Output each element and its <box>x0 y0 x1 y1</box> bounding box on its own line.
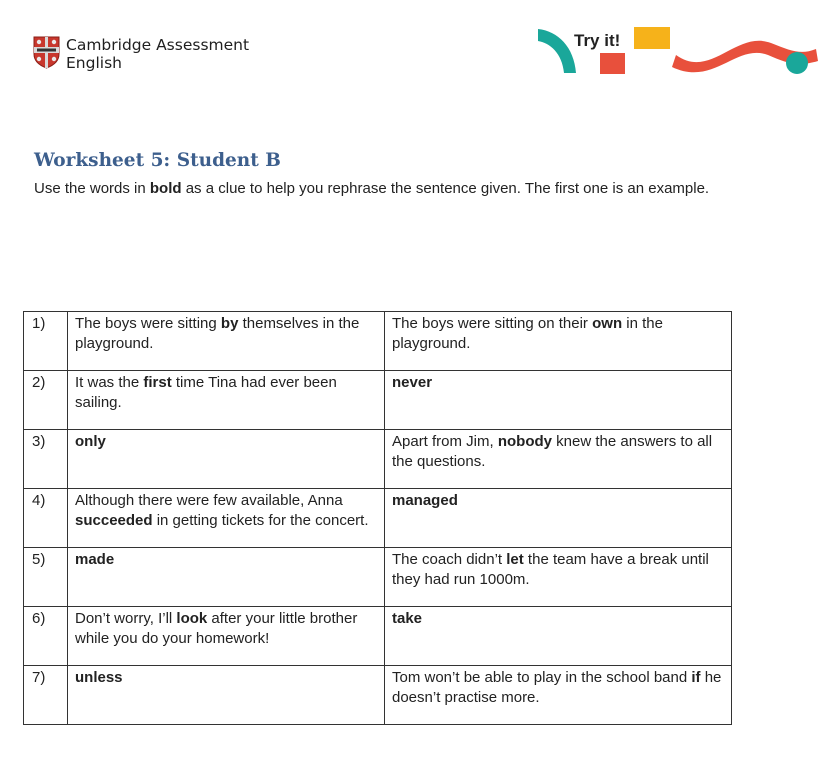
rephrase-cell <box>385 430 732 489</box>
table-row <box>24 666 732 725</box>
sentence-text: Although there were few available, Anna <box>75 492 343 509</box>
clue-word: only <box>75 433 106 450</box>
clue-word: made <box>75 551 115 568</box>
item-number: 7) <box>24 666 68 725</box>
sentence-cell <box>68 312 385 371</box>
table-row <box>24 371 732 430</box>
clue-word: nobody <box>497 433 553 450</box>
clue-word: look <box>176 610 208 627</box>
sentence-text: he doesn’t practise more. <box>392 669 722 706</box>
sentence-text: themselves in the playground. <box>75 315 360 352</box>
worksheet-title: Worksheet 5: Student B <box>34 150 281 171</box>
try-it-label: Try it! <box>574 31 621 50</box>
try-it-banner <box>536 25 826 75</box>
rephrase-cell <box>385 371 732 430</box>
instructions: Use the words in bold as a clue to help you rephrase the sentence given. The first one is an example. <box>34 180 710 197</box>
table-row <box>24 548 732 607</box>
item-number: 3) <box>24 430 68 489</box>
rephrase-cell <box>385 312 732 371</box>
cambridge-shield-icon <box>33 36 60 69</box>
sentence-text: the team have a break until they had run 1000m. <box>392 551 709 588</box>
item-number: 6) <box>24 607 68 666</box>
org-subname: English <box>66 54 122 72</box>
clue-word: never <box>392 374 433 391</box>
sentence-text: time Tina had ever been sailing. <box>75 374 337 411</box>
sentence-text: The boys were sitting <box>75 315 221 332</box>
rephrase-cell <box>385 548 732 607</box>
cambridge-logo <box>33 36 249 72</box>
clue-word: let <box>506 551 524 568</box>
sentence-cell <box>68 666 385 725</box>
clue-word: unless <box>75 669 123 686</box>
sentence-text: Don’t worry, I’ll <box>75 610 177 627</box>
sentence-cell <box>68 489 385 548</box>
clue-word: if <box>691 669 701 686</box>
clue-word: first <box>143 374 172 391</box>
item-number: 1) <box>24 312 68 371</box>
item-number: 2) <box>24 371 68 430</box>
item-number: 4) <box>24 489 68 548</box>
sentence-text: knew the answers to all the questions. <box>392 433 713 470</box>
org-name: Cambridge Assessment <box>66 36 250 54</box>
table-row <box>24 312 732 371</box>
clue-word: own <box>592 315 623 332</box>
sentence-text: The boys were sitting on their <box>392 315 593 332</box>
rephrase-cell <box>385 666 732 725</box>
sentence-text: Tom won’t be able to play in the school band <box>392 669 692 686</box>
clue-word: managed <box>392 492 458 509</box>
sentence-cell <box>68 371 385 430</box>
sentence-text: in the playground. <box>392 315 663 352</box>
table-row <box>24 489 732 548</box>
sentence-text: It was the <box>75 374 144 391</box>
rephrase-cell <box>385 489 732 548</box>
table-row <box>24 430 732 489</box>
table-row <box>24 607 732 666</box>
sentence-cell <box>68 548 385 607</box>
exercise-table <box>23 311 732 725</box>
sentence-text: after your little brother while you do your homework! <box>75 610 358 647</box>
sentence-cell <box>68 607 385 666</box>
sentence-text: The coach didn’t <box>392 551 507 568</box>
sentence-cell <box>68 430 385 489</box>
clue-word: succeeded <box>75 511 153 529</box>
item-number: 5) <box>24 548 68 607</box>
sentence-text: in getting tickets for the concert. <box>152 511 369 529</box>
clue-word: by <box>220 315 239 332</box>
sentence-text: Apart from Jim, <box>392 433 498 450</box>
rephrase-cell <box>385 607 732 666</box>
clue-word: take <box>392 610 423 627</box>
